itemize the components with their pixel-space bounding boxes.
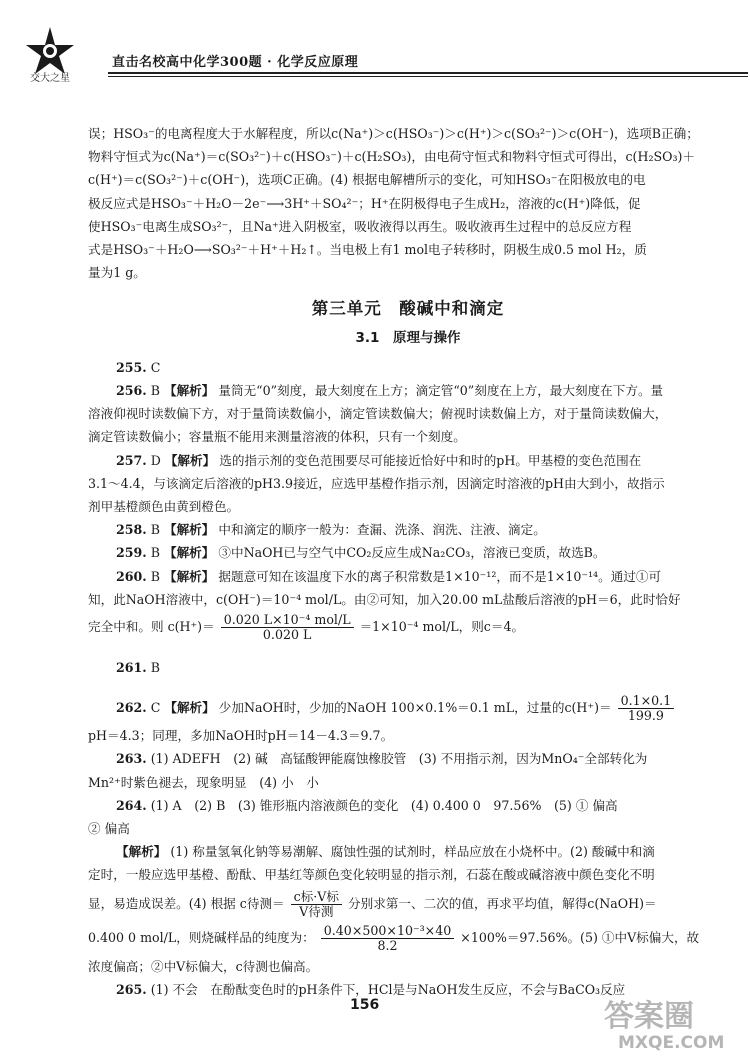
fraction: $\frac{0.1\times 0.1}{199.9}$ <box>618 694 675 723</box>
answer-item-255: 255. C <box>116 359 161 375</box>
answer-item-259: 259. B 【解析】 ③中NaOH已与空气中CO₂反应生成Na₂CO₃，溶液已变质，故选B。 <box>116 545 606 561</box>
logo-text: 交大之星 <box>30 73 70 83</box>
book-title: 直击名校高中化学300题 · 化学反应原理 <box>112 55 359 70</box>
intro-line: 误；HSO₃⁻的电离程度大于水解程度，所以c(Na⁺)＞c(HSO₃⁻)＞c(H⁺)＞c(SO₃²⁻)＞c(OH⁻)，选项B正确； <box>88 126 699 141</box>
page-content <box>88 122 728 1001</box>
intro-line: 物料守恒式为c(Na⁺)＝c(SO₃²⁻)＋c(HSO₃⁻)＋c(H₂SO₃)，由电荷守恒式和物料守恒式可得出，c(H₂SO₃)＋ <box>88 149 695 165</box>
fraction: $\frac{\text{c标·V标}}{\text{V待测}}$ <box>291 890 342 919</box>
intro-line: c(H⁺)＝c(SO₃²⁻)＋c(OH⁻)，选项C正确。(4) 根据电解槽所示的变化，可知HSO₃⁻在阳极放电的电 <box>88 172 646 188</box>
fraction: $\frac{\text{0.020 L×10⁻⁴ mol/L}}{0.020 L}$ <box>221 613 354 642</box>
watermark-text: 答案圈 <box>604 999 694 1034</box>
header-rule-thick <box>108 72 748 74</box>
watermark-logo-icon <box>598 990 748 1054</box>
page-header <box>20 25 730 83</box>
intro-paragraph <box>88 122 728 284</box>
star-logo-icon <box>20 25 84 83</box>
fraction: $\frac{\text{0.40×500×10⁻³×40}}{8.2}$ <box>321 924 454 953</box>
answer-item-261: 261. B <box>116 660 160 676</box>
watermark-url: MXQE.COM <box>618 1033 725 1053</box>
answer-item-260: 260. B 【解析】 据题意可知在该温度下水的离子积常数是1×10⁻¹²，而不是1×10⁻¹⁴。通过①可 知，此NaOH溶液中，c(OH⁻)＝10⁻⁴ mol/L。由②可知，加入20.00 mL盐酸后溶液的pH＝6，此时恰好 完全中和。则 c(H⁺)＝ $\frac{\text{0.020 L×10⁻⁴ mol/L}}{0.020 L}$ ＝1×10⁻⁴ mol/L，则c＝4。 <box>88 568 681 643</box>
answer-item-265: 265. (1) 不会 在酚酞变色时的pH条件下，HCl是与NaOH发生反应，不会与BaCO₃反应 <box>116 981 626 997</box>
section-subtitle: 3.1 原理与操作 <box>355 329 461 346</box>
intro-line: 使HSO₃⁻电离生成SO₃²⁻，且Na⁺进入阴极室，吸收液得以再生。吸收液再生过程中的总反应方程 <box>88 218 632 234</box>
answer-item-257: 257. D 【解析】 选的指示剂的变色范围要尽可能接近恰好中和时的pH。甲基橙的变色范围在 3.1～4.4，与该滴定后溶液的pH3.9接近，应选甲基橙作指示剂，因滴定时溶液的pH由大到小，故指示 剂甲基橙颜色由黄到橙色。 <box>88 452 665 515</box>
intro-line: 极反应式是HSO₃⁻＋H₂O－2e⁻⟶3H⁺＋SO₄²⁻；H⁺在阴极得电子生成H₂，溶液的c(H⁺)降低，促 <box>88 195 641 211</box>
answer-item-256: 256. B 【解析】 量筒无“0”刻度，最大刻度在上方；滴定管“0”刻度在上方，最大刻度在下方。量 溶液仰视时读数偏下方，对于量筒读数偏小，滴定管读数偏大；俯视时读数偏上方，对于量筒读数偏大， 滴定管读数偏小；容量瓶不能用来测量溶液的体积，只有一个刻度。 <box>88 383 668 445</box>
answer-item-262: 262. C 【解析】 少加NaOH时，少加的NaOH 100×0.1%＝0.1 mL，过量的c(H⁺)＝ $\frac{0.1\times 0.1}{199.9}$ pH＝4.3；同理，多加NaOH时pH＝14－4.3＝9.7。 <box>88 692 728 747</box>
header-rule-thin <box>108 76 748 77</box>
answer-item-264: 264. (1) A (2) B (3) 锥形瓶内溶液颜色的变化 (4) 0.400 0 97.56% (5) ① 偏高 ② 偏高 【解析】 (1) 称量氢氧化钠等易潮解、腐蚀性强的试剂时，样品应放在小烧杯中。(2) 酸碱中和滴 定时，一般应选甲基橙、酚酞、甲基红等颜色变化较明显的指示剂，石蕊在酸或碱溶液中颜色变化不明 显，易造成误差。(4) 根据 c待测＝ $\frac{\text{c标·V标}}{\text{V待测}}$ 分别求第一、二次的值，再求平均值，解得c(NaOH)＝ 0.400 0 mol/L，则烧碱样品的纯度为： $\frac{\text{0.40×500×10⁻³×40}}{8.2}$ ×100%＝97.56%。(5) ①中V标偏大，故 浓度偏高；②中V标偏大，c待测也偏高。 <box>88 797 700 974</box>
intro-line: 量为1 g。 <box>88 265 146 281</box>
section-title: 第三单元 酸碱中和滴定 <box>311 299 505 319</box>
page-number: 156 <box>350 997 380 1013</box>
answer-item-263: 263. (1) ADEFH (2) 碱 高锰酸钾能腐蚀橡胶管 (3) 不用指示剂，因为MnO₄⁻全部转化为 Mn²⁺时紫色褪去，现象明显 (4) 小 小 <box>88 751 648 790</box>
answer-item-258: 258. B 【解析】 中和滴定的顺序一般为：查漏、洗涤、润洗、注液、滴定。 <box>116 522 546 538</box>
intro-line: 式是HSO₃⁻＋H₂O⟶SO₃²⁻＋H⁺＋H₂↑。当电极上有1 mol电子转移时，阴极生成0.5 mol H₂，质 <box>88 242 647 258</box>
